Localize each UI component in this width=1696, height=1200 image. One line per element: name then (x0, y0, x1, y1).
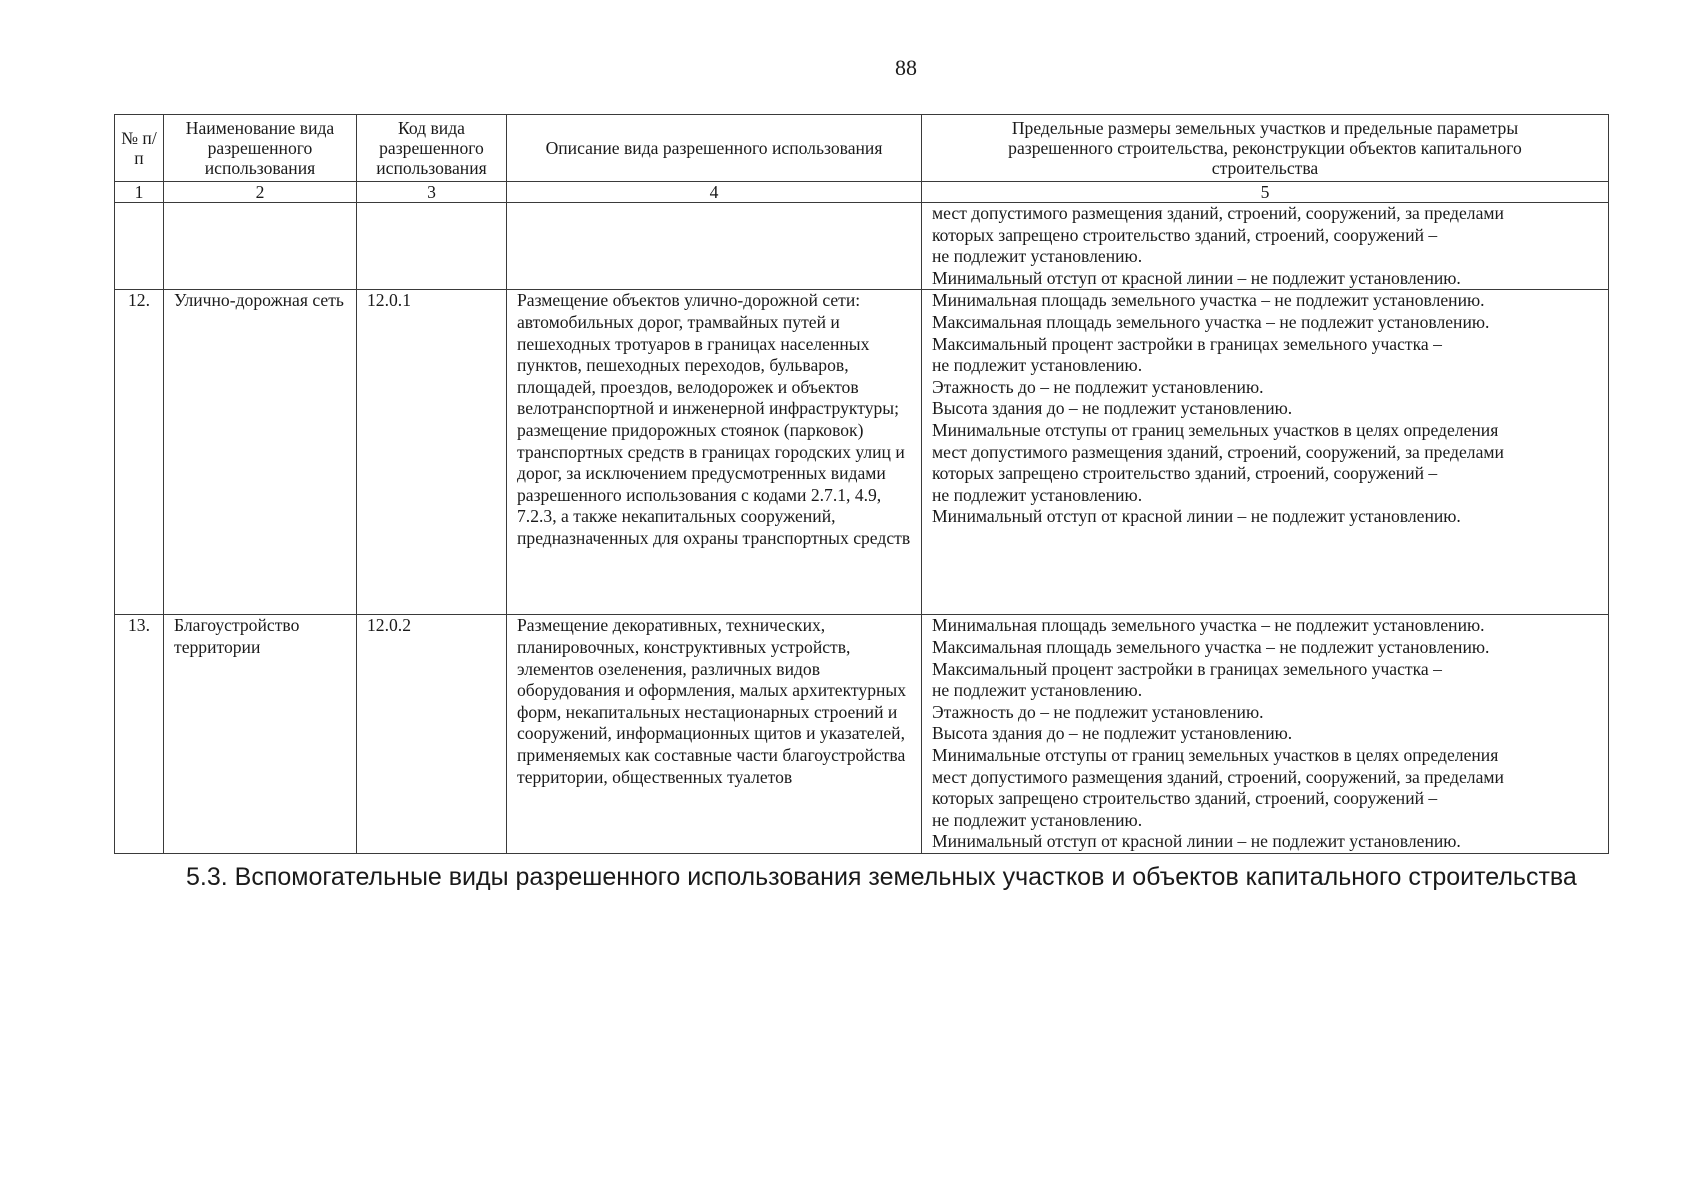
section-heading: 5.3. Вспомогательные виды разрешенного использования земельных участков и объектов капитального строительства (186, 863, 1577, 891)
header-name: Наименование вида разрешенного использования (164, 115, 357, 182)
column-number: 1 (115, 182, 164, 203)
header-description: Описание вида разрешенного использования (507, 115, 922, 182)
param-line: не подлежит установлению. (932, 680, 1143, 701)
param-line: Минимальный отступ от красной линии – не подлежит установлению. (932, 267, 1461, 288)
param-line: не подлежит установлению. (932, 355, 1143, 376)
param-line: Минимальные отступы от границ земельных участков в целях определения (932, 744, 1499, 765)
row-code-cell: 12.0.2 (357, 615, 507, 854)
param-line: Этажность до – не подлежит установлению. (932, 701, 1264, 722)
row-description-cell (507, 203, 922, 290)
row-number-cell: 12. (115, 290, 164, 615)
header-code: Код вида разрешенного использования (357, 115, 507, 182)
row-params-cell (922, 290, 1609, 615)
row-number-cell: 13. (115, 615, 164, 854)
row-params-cell (922, 615, 1609, 854)
column-number-row (115, 182, 1609, 203)
page-number: 88 (895, 55, 917, 80)
table-row (115, 615, 1609, 854)
row-name-cell (164, 290, 357, 615)
row-description-text: Размещение декоративных, технических, планировочных, конструктивных устройств, элементов озеленения, различных видов оборудования и оформления, малых архитектурных форм, некапитальных нестационарных строений и сооружений, информационных щитов и указателей, применяемых как составные части благоустройства территории, общественных туалетов (517, 615, 907, 787)
param-line: Высота здания до – не подлежит установлению. (932, 723, 1293, 744)
column-number: 3 (357, 182, 507, 203)
row-name-text: Улично-дорожная сеть (174, 290, 344, 311)
row-code-cell (357, 203, 507, 290)
row-name-cell (164, 615, 357, 854)
row-description-cell (507, 290, 922, 615)
row-code-cell: 12.0.1 (357, 290, 507, 615)
param-line: которых запрещено строительство зданий, строений, сооружений – (932, 788, 1438, 809)
row-number-cell (115, 203, 164, 290)
param-line: Минимальный отступ от красной линии – не подлежит установлению. (932, 506, 1461, 527)
column-number: 4 (507, 182, 922, 203)
column-number: 5 (922, 182, 1609, 203)
param-line: Максимальный процент застройки в границах земельного участка – (932, 658, 1442, 679)
regulations-table (114, 114, 1609, 854)
param-line: Минимальный отступ от красной линии – не подлежит установлению. (932, 831, 1461, 852)
param-line: Максимальная площадь земельного участка – не подлежит установлению. (932, 311, 1490, 332)
row-params-cell (922, 203, 1609, 290)
param-line: Максимальный процент застройки в границах земельного участка – (932, 333, 1442, 354)
param-line: не подлежит установлению. (932, 809, 1143, 830)
row-name-text: Благоустройство территории (174, 615, 300, 657)
param-line: Минимальные отступы от границ земельных участков в целях определения (932, 419, 1499, 440)
param-line: не подлежит установлению. (932, 484, 1143, 505)
param-line: Минимальная площадь земельного участка – не подлежит установлению. (932, 290, 1485, 311)
param-line: которых запрещено строительство зданий, строений, сооружений – (932, 463, 1438, 484)
table-row (115, 203, 1609, 290)
param-line: мест допустимого размещения зданий, строений, сооружений, за пределами (932, 766, 1504, 787)
param-line: не подлежит установлению. (932, 246, 1143, 267)
header-number: № п/п (115, 115, 164, 182)
param-line: Максимальная площадь земельного участка – не подлежит установлению. (932, 636, 1490, 657)
row-name-cell (164, 203, 357, 290)
header-parameters: Предельные размеры земельных участков и предельные параметры разрешенного строительства, реконструкции объектов капитального строительства (922, 115, 1609, 182)
column-number: 2 (164, 182, 357, 203)
table-row (115, 290, 1609, 615)
param-line: Этажность до – не подлежит установлению. (932, 376, 1264, 397)
param-line: Минимальная площадь земельного участка – не подлежит установлению. (932, 615, 1485, 636)
param-line: которых запрещено строительство зданий, строений, сооружений – (932, 224, 1438, 245)
row-description-cell (507, 615, 922, 854)
table-header-row (115, 115, 1609, 182)
param-line: мест допустимого размещения зданий, строений, сооружений, за пределами (932, 441, 1504, 462)
row-description-text: Размещение объектов улично-дорожной сети: автомобильных дорог, трамвайных путей и пешеходных тротуаров в границах населенных пунктов, пешеходных переходов, бульваров, площадей, проездов, велодорожек и объектов велотранспортной и инженерной инфраструктуры; размещение придорожных стоянок (парковок) транспортных средств в границах городских улиц и дорог, за исключением предусмотренных видами разрешенного использования с кодами 2.7.1, 4.9, 7.2.3, а также некапитальных сооружений, предназначенных для охраны транспортных средств (517, 290, 911, 548)
param-line: Высота здания до – не подлежит установлению. (932, 398, 1293, 419)
param-line: мест допустимого размещения зданий, строений, сооружений, за пределами (932, 203, 1504, 223)
